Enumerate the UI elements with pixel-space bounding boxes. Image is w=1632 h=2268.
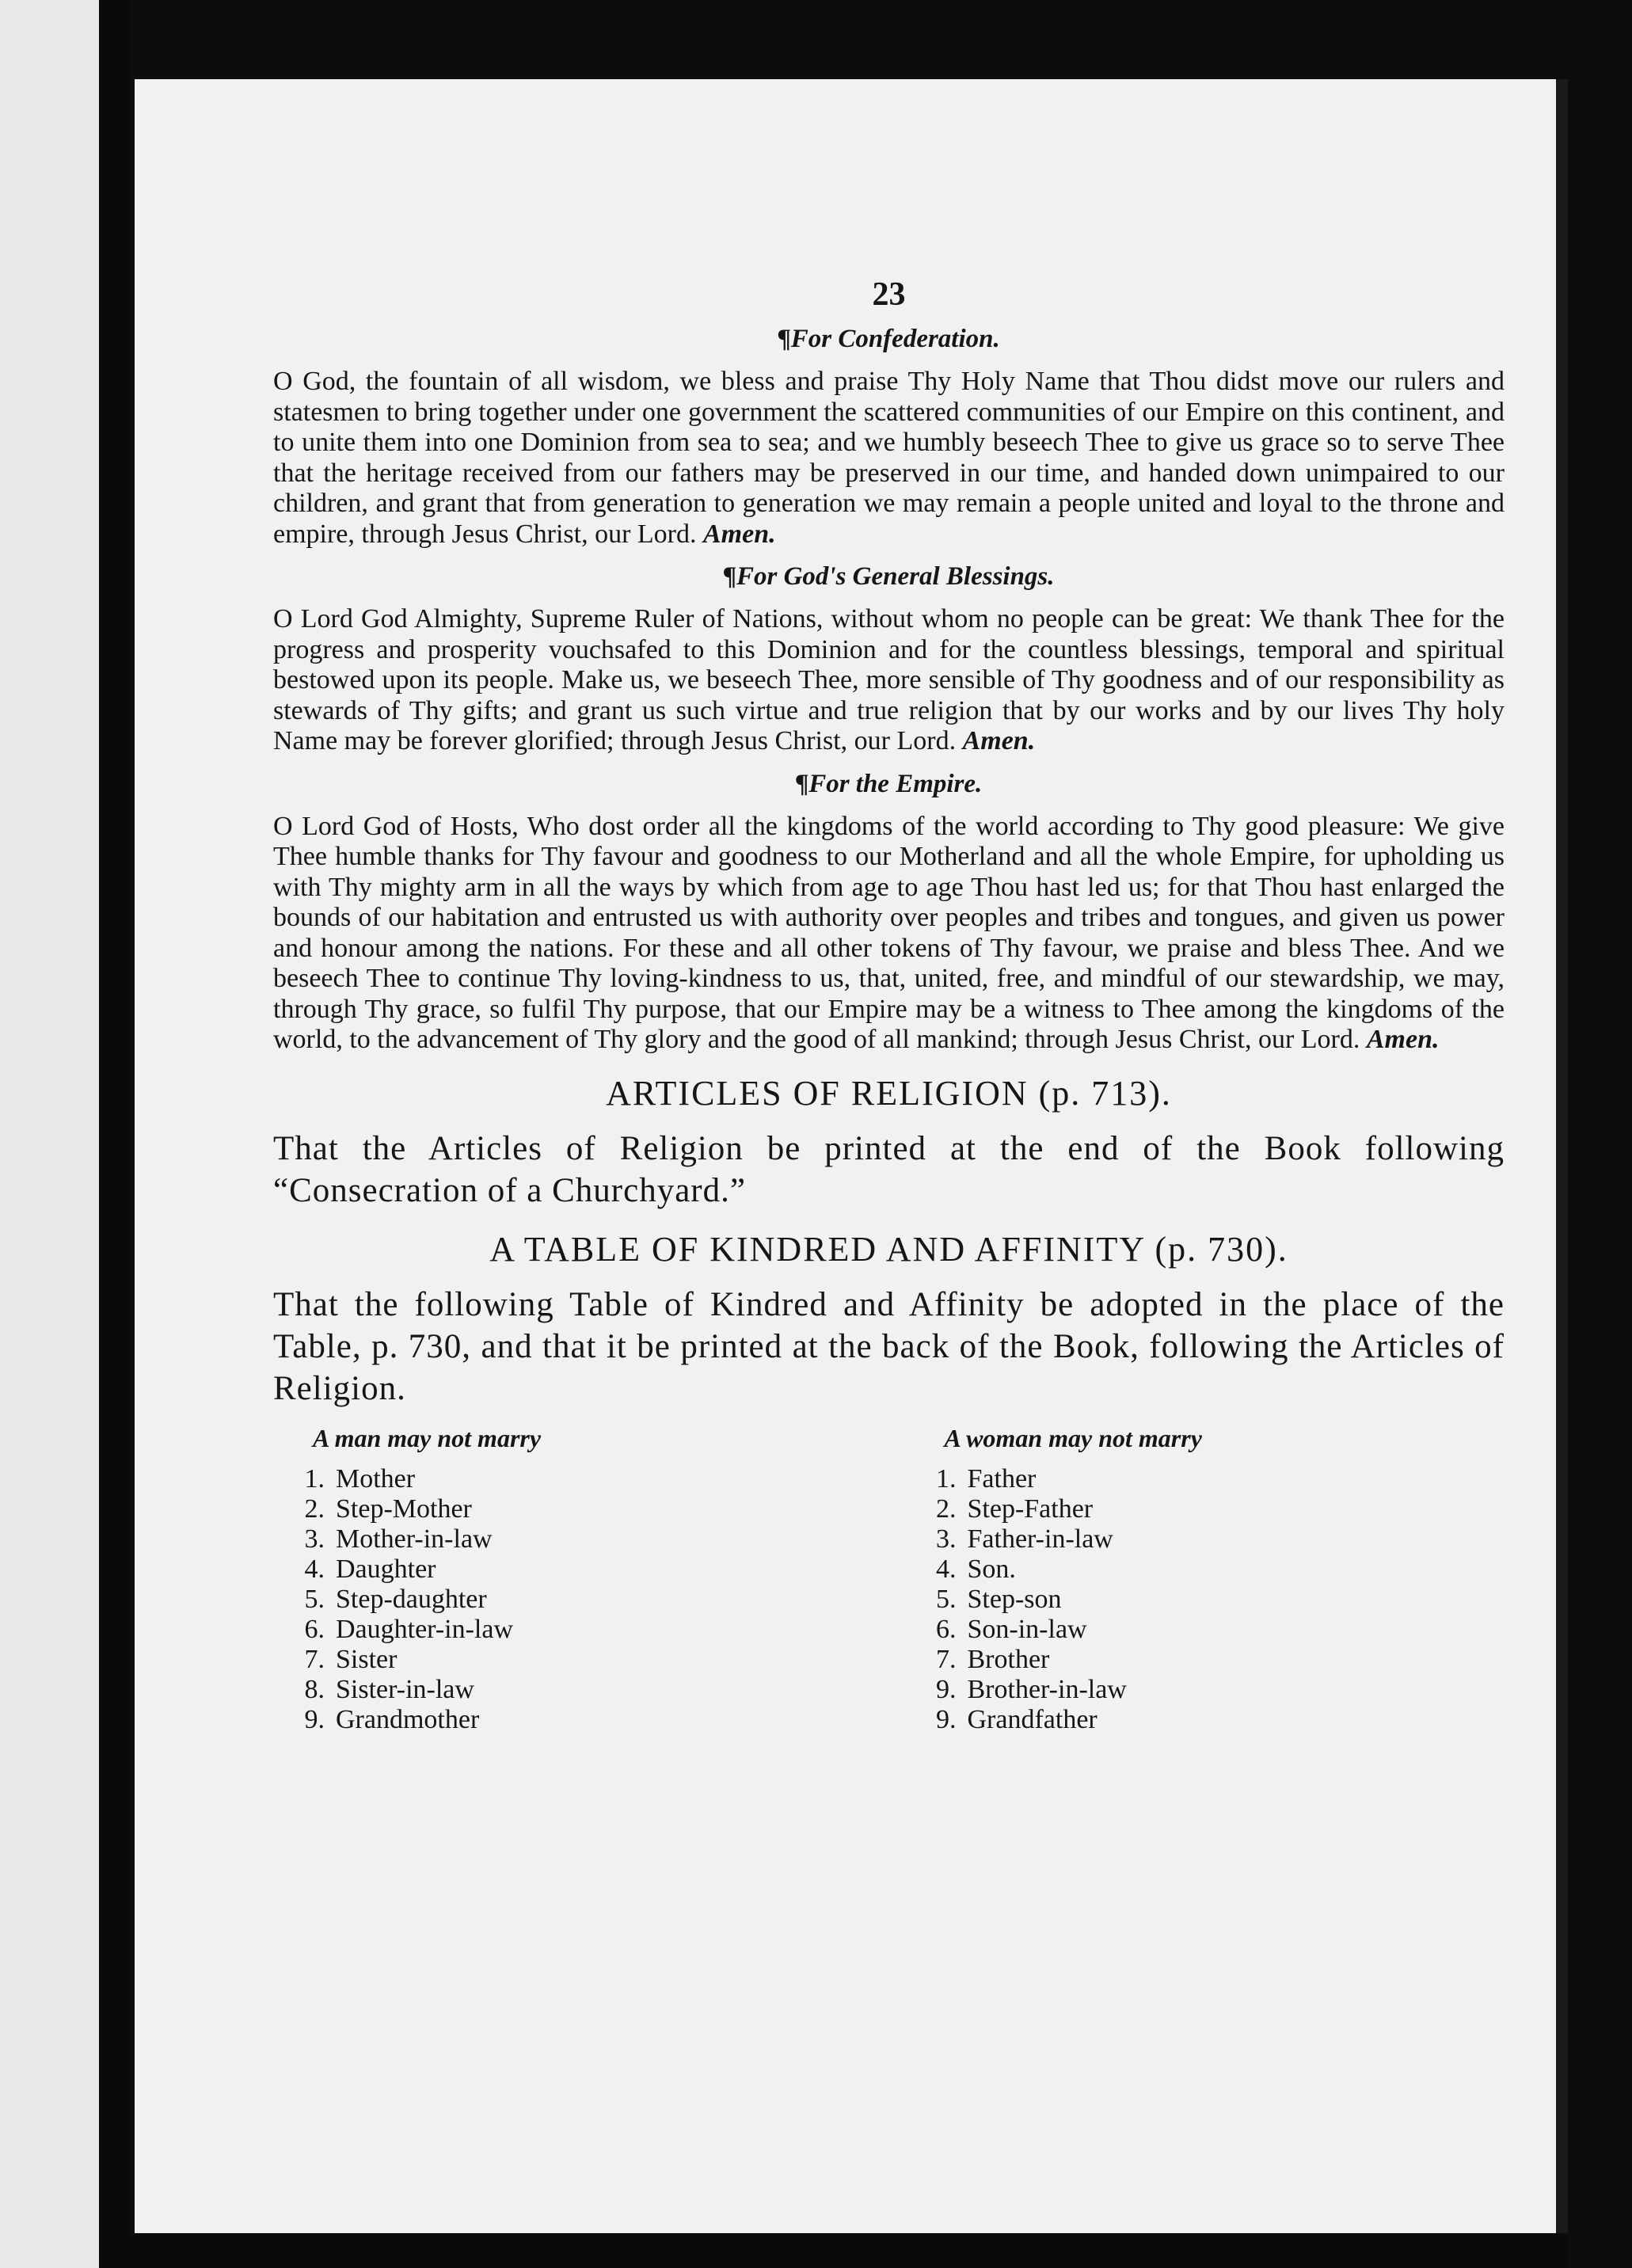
item-number: 8. bbox=[304, 1674, 325, 1704]
man-column-header: A man may not marry bbox=[313, 1423, 542, 1452]
item-text: Grandfather bbox=[967, 1704, 1098, 1734]
item-number: 9. bbox=[936, 1704, 957, 1734]
prayer-text bbox=[273, 367, 1505, 550]
item-text: Sister bbox=[336, 1644, 398, 1674]
item-number: 2. bbox=[304, 1494, 325, 1524]
section-heading: ¶For God's General Blessings. bbox=[723, 562, 1055, 591]
item-number: 3. bbox=[936, 1524, 957, 1554]
item-text: Father bbox=[967, 1463, 1037, 1494]
item-number: 6. bbox=[304, 1614, 325, 1644]
book-gutter bbox=[99, 0, 131, 2268]
man-list bbox=[273, 1464, 873, 1735]
prayer-body: O God, the fountain of all wisdom, we bless and praise Thy Holy Name that Thou didst move our rulers and statesmen to bring together under one government the scattered communities of our Empire on this continent, and to unite them into one Dominion from sea to sea; and we humbly beseech Thee to give us grace so to serve Thee that the heritage received from our fathers may be preserved in our time, and handed down unimpaired to our children, and grant that from generation to generation we may remain a people united and loyal to the throne and empire, through Jesus Christ, our Lord. bbox=[273, 367, 1505, 549]
prayer-text bbox=[273, 812, 1505, 1056]
list-item bbox=[905, 1585, 1505, 1615]
list-item bbox=[273, 1675, 873, 1705]
item-number: 5. bbox=[936, 1584, 957, 1614]
item-number: 7. bbox=[936, 1644, 957, 1674]
item-number: 1. bbox=[936, 1463, 957, 1494]
item-text: Daughter bbox=[336, 1554, 436, 1584]
prayer-general-blessings bbox=[273, 562, 1505, 757]
list-item bbox=[273, 1464, 873, 1494]
item-text: Mother-in-law bbox=[336, 1524, 493, 1554]
prayer-confederation bbox=[273, 325, 1505, 550]
item-number: 1. bbox=[304, 1463, 325, 1494]
amen: Amen. bbox=[703, 519, 776, 549]
articles-text: That the Articles of Religion be printed at the end of the Book following “Consecration of a Churchyard.” bbox=[273, 1129, 1505, 1209]
prayer-text bbox=[273, 604, 1505, 757]
list-item bbox=[905, 1524, 1505, 1554]
item-text: Father-in-law bbox=[967, 1524, 1113, 1554]
item-number: 3. bbox=[304, 1524, 325, 1554]
page-content bbox=[273, 276, 1505, 1735]
scan-bottom-border bbox=[103, 2235, 1568, 2268]
kindred-text: That the following Table of Kindred and Affinity be adopted in the place of the Table, p. 730, and that it be printed at the back of the Book, following the Articles of Religion. bbox=[273, 1285, 1505, 1407]
list-item bbox=[905, 1464, 1505, 1494]
item-text: Son-in-law bbox=[967, 1614, 1087, 1644]
item-text: Brother-in-law bbox=[967, 1674, 1127, 1704]
item-text: Step-Father bbox=[967, 1494, 1094, 1524]
list-item bbox=[905, 1615, 1505, 1645]
amen: Amen. bbox=[962, 726, 1036, 755]
list-item bbox=[273, 1615, 873, 1645]
list-item bbox=[273, 1494, 873, 1524]
item-text: Son. bbox=[967, 1554, 1016, 1584]
list-item bbox=[273, 1585, 873, 1615]
list-item bbox=[273, 1524, 873, 1554]
document-page bbox=[135, 79, 1556, 2233]
list-item bbox=[905, 1705, 1505, 1735]
list-item bbox=[273, 1645, 873, 1675]
item-number: 9. bbox=[936, 1674, 957, 1704]
prayer-body: O Lord God Almighty, Supreme Ruler of Nations, without whom no people can be great: We thank Thee for the progress and prosperity vouchsafed to this Dominion and for the countless blessings, temporal and spiritual bestowed upon its people. Make us, we beseech Thee, more sensible of Thy goodness and of our responsibility as stewards of Thy gifts; and grant us such virtue and true religion that by our works and by our lives Thy holy Name may be forever glorified; through Jesus Christ, our Lord. bbox=[273, 604, 1505, 755]
item-number: 7. bbox=[304, 1644, 325, 1674]
item-text: Brother bbox=[967, 1644, 1050, 1674]
list-item bbox=[905, 1554, 1505, 1585]
prayer-empire bbox=[273, 770, 1505, 1056]
list-item bbox=[905, 1645, 1505, 1675]
item-number: 9. bbox=[304, 1704, 325, 1734]
item-text: Grandmother bbox=[336, 1704, 480, 1734]
item-text: Step-Mother bbox=[336, 1494, 472, 1524]
list-item bbox=[905, 1494, 1505, 1524]
articles-heading: ARTICLES OF RELIGION (p. 713). bbox=[606, 1073, 1172, 1113]
item-text: Daughter-in-law bbox=[336, 1614, 514, 1644]
page-right-border bbox=[1556, 79, 1568, 2233]
woman-list bbox=[905, 1464, 1505, 1735]
item-text: Step-daughter bbox=[336, 1584, 487, 1614]
list-item bbox=[273, 1554, 873, 1585]
woman-column-header: A woman may not marry bbox=[944, 1423, 1202, 1452]
prayer-body: O Lord God of Hosts, Who dost order all the kingdoms of the world according to Thy good pleasure: We give Thee humble thanks for Thy favour and goodness to our Motherland and all the whole Empire, for upholding us with Thy mighty arm in all the ways by which from age to age Thou hast led us; for that Thou hast enlarged the bounds of our habitation and entrusted us with authority over peoples and tribes and tongues, and given us power and honour among the nations. For these and all other tokens of Thy favour, we praise and bless Thee. And we beseech Thee to continue Thy loving-kindness to us, that, united, free, and mindful of our stewardship, we may, through Thy grace, so fulfil Thy purpose, that our Empire may be a witness to Thee among the kingdoms of the world, to the advancement of Thy glory and the good of all mankind; through Jesus Christ, our Lord. bbox=[273, 811, 1505, 1054]
item-text: Sister-in-law bbox=[336, 1674, 474, 1704]
facing-page-edge bbox=[0, 0, 99, 2268]
section-heading: ¶For Confederation. bbox=[778, 325, 1000, 353]
kindred-heading: A TABLE OF KINDRED AND AFFINITY (p. 730). bbox=[489, 1229, 1288, 1269]
man-column bbox=[273, 1424, 873, 1735]
item-text: Step-son bbox=[967, 1584, 1062, 1614]
list-item bbox=[905, 1675, 1505, 1705]
item-number: 4. bbox=[304, 1554, 325, 1584]
item-number: 2. bbox=[936, 1494, 957, 1524]
item-number: 4. bbox=[936, 1554, 957, 1584]
amen: Amen. bbox=[1366, 1025, 1440, 1054]
woman-column bbox=[873, 1424, 1505, 1735]
kindred-table bbox=[273, 1424, 1505, 1735]
page-number: 23 bbox=[872, 276, 906, 313]
section-heading: ¶For the Empire. bbox=[795, 769, 983, 798]
item-number: 6. bbox=[936, 1614, 957, 1644]
item-text: Mother bbox=[336, 1463, 416, 1494]
list-item bbox=[273, 1705, 873, 1735]
item-number: 5. bbox=[304, 1584, 325, 1614]
